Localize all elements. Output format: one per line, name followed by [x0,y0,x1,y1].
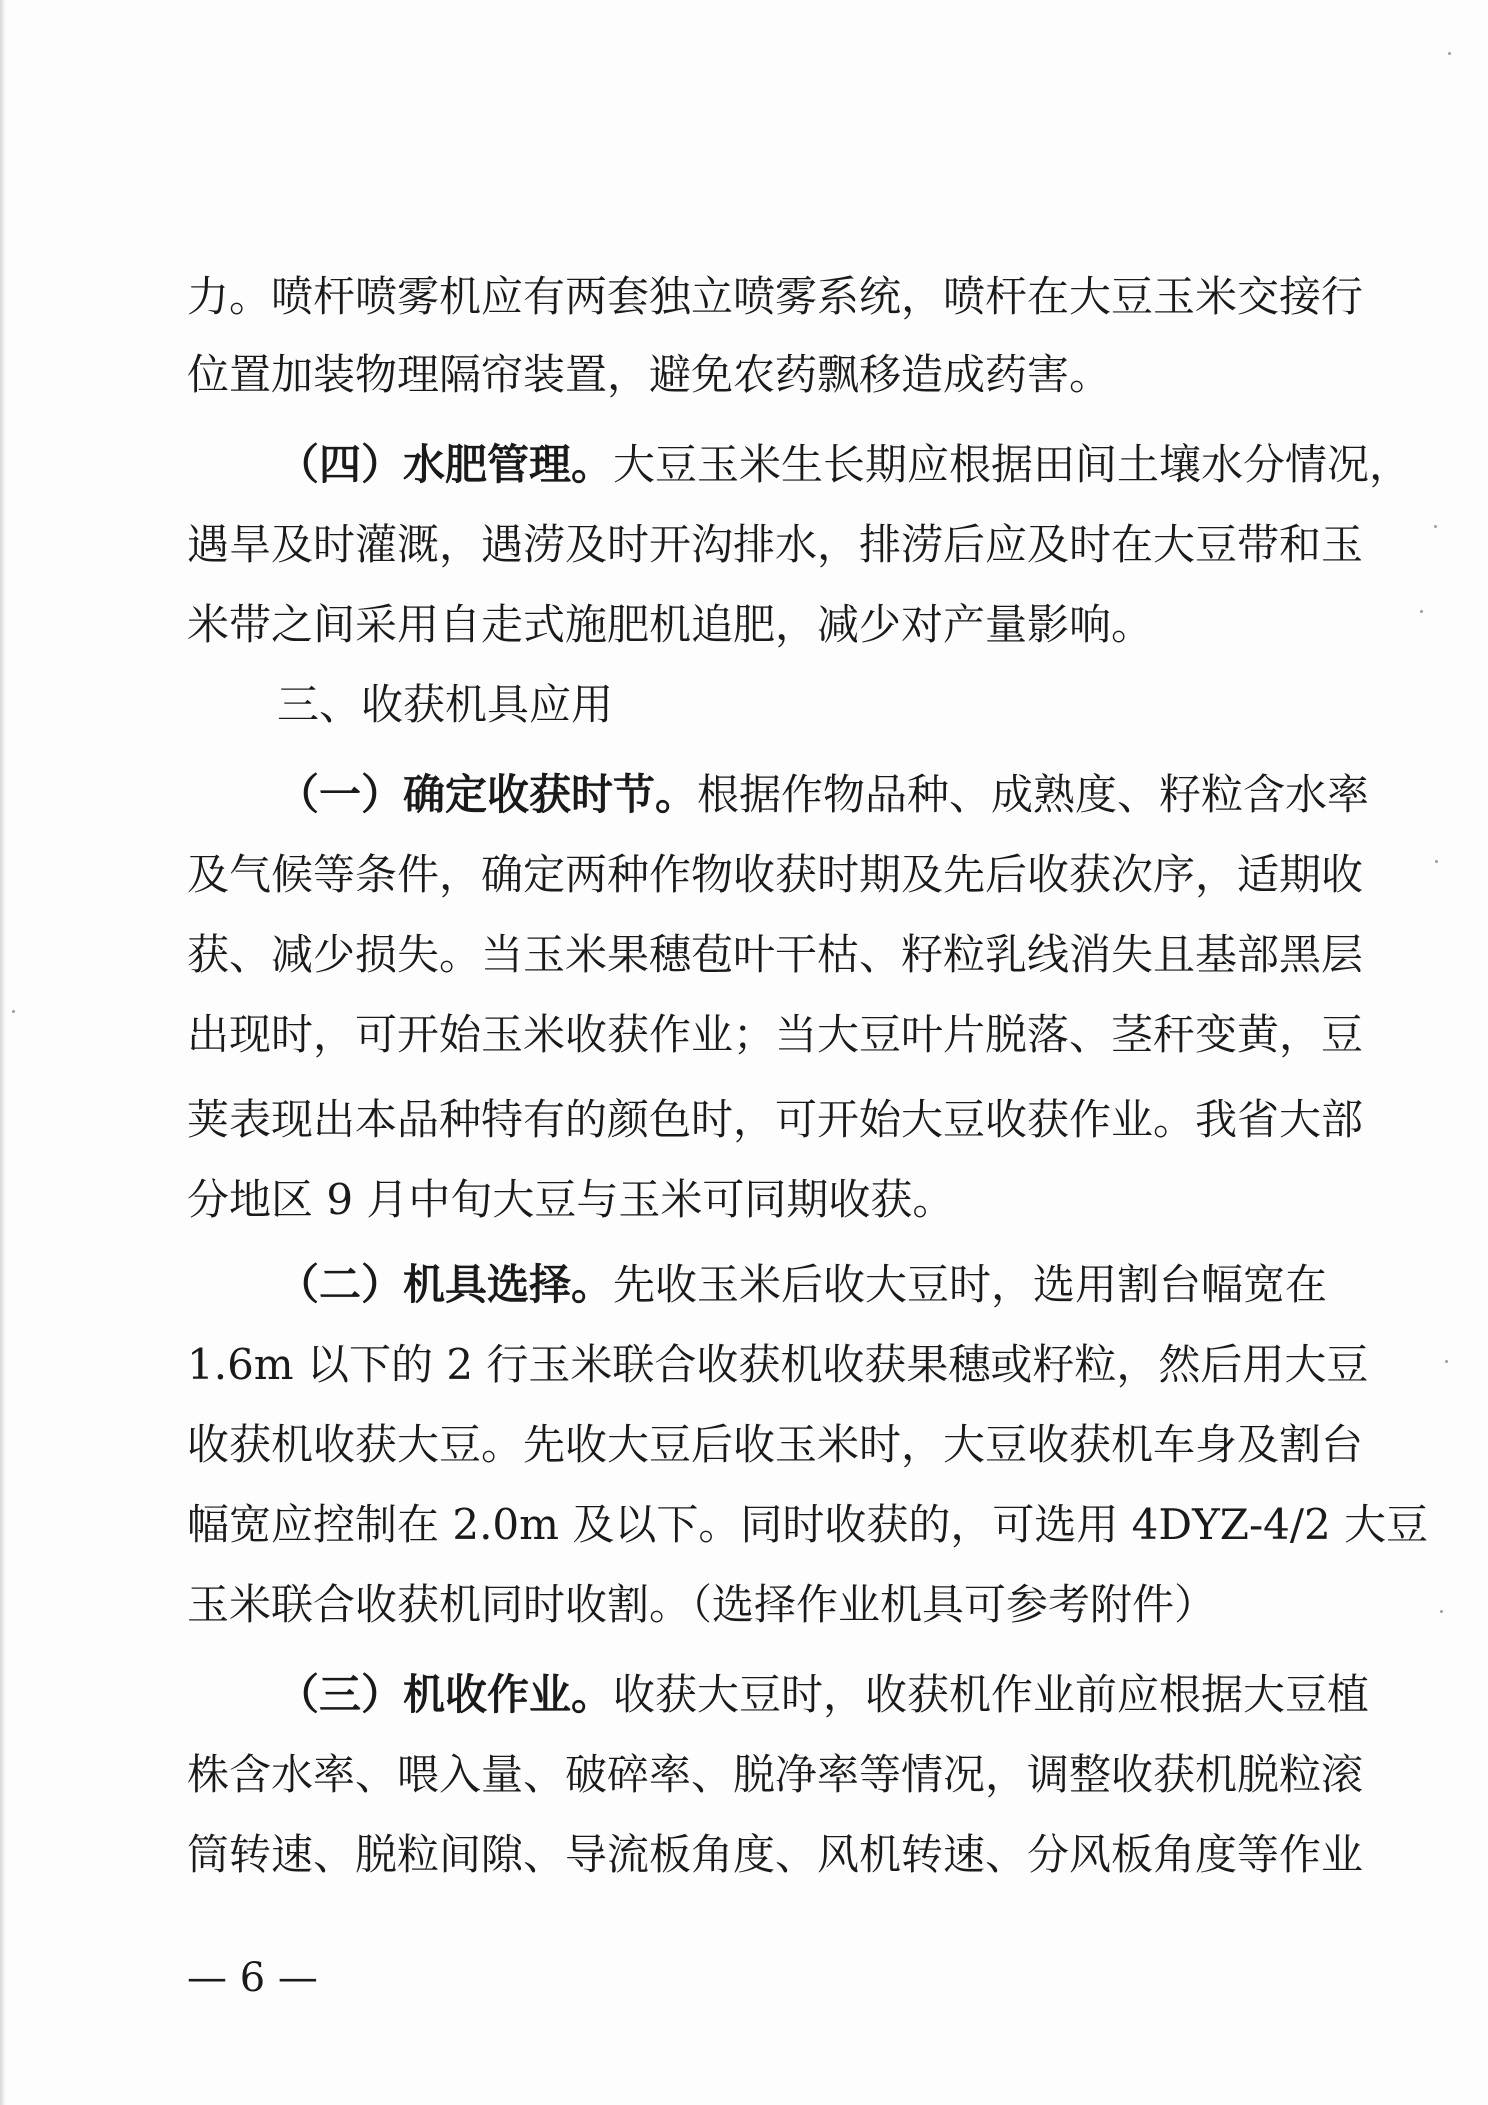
body-line [187,1165,1302,1235]
line-text: 米带之间采用自走式施肥机追肥，减少对产量影响。 [187,600,1154,649]
scan-speck [1435,860,1438,863]
body-line [187,262,1364,332]
line-text: 三、收获机具应用 [277,680,614,729]
body-line [187,840,1364,910]
section-heading: （三）机收作业。 [277,1670,614,1719]
body-line [187,1490,1429,1560]
line-text: 荚表现出本品种特有的颜色时，可开始大豆收获作业。我省大部 [187,1095,1364,1144]
line-text: 根据作物品种、成熟度、籽粒含水率 [697,770,1370,819]
section-heading: （一）确定收获时节。 [277,770,698,819]
paragraph-machine-harvest [277,1660,1370,1730]
body-line [187,1085,1364,1155]
scan-speck [1448,52,1451,55]
body-line [187,1410,1364,1480]
scan-speck [1434,525,1437,528]
line-text: 筒转速、脱粒间隙、导流板角度、风机转速、分风板角度等作业 [187,1830,1364,1879]
body-line [187,1000,1364,1070]
scan-speck [12,1010,15,1013]
paragraph-harvest-time [277,760,1370,830]
line-text: 位置加装物理隔帘装置，避免农药飘移造成药害。 [187,350,1112,399]
body-line [187,510,1364,580]
paragraph-water-fertilizer [277,430,1412,500]
line-text: 力。喷杆喷雾机应有两套独立喷雾系统，喷杆在大豆玉米交接行 [187,272,1364,321]
line-text: 分地区 9 月中旬大豆与玉米可同期收获。 [187,1175,955,1224]
body-line [187,1740,1364,1810]
chapter-heading [277,670,1302,740]
line-text: 获、减少损失。当玉米果穗苞叶干枯、籽粒乳线消失且基部黑层 [187,930,1364,979]
body-line [187,1570,1302,1640]
line-text: 1.6m 以下的 2 行玉米联合收获机收获果穗或籽粒，然后用大豆 [187,1340,1369,1389]
line-text: 及气候等条件，确定两种作物收获时期及先后收获次序，适期收 [187,850,1364,899]
body-line [187,340,1302,410]
line-text: 先收玉米后收大豆时，选用割台幅宽在 [613,1260,1328,1309]
scan-edge-shadow [0,0,6,2105]
body-line [187,590,1302,660]
scan-speck [1420,610,1423,613]
line-text: 遇旱及时灌溉，遇涝及时开沟排水，排涝后应及时在大豆带和玉 [187,520,1364,569]
paragraph-machine-selection [277,1250,1328,1320]
line-text: 大豆玉米生长期应根据田间土壤水分情况， [613,440,1412,489]
scan-speck [1440,1610,1443,1613]
page-number: — 6 — [187,1955,318,2001]
scan-speck [1445,1360,1448,1363]
line-text: 幅宽应控制在 2.0m 及以下。同时收获的，可选用 4DYZ-4/2 大豆 [187,1500,1429,1549]
line-text: 收获大豆时，收获机作业前应根据大豆植 [613,1670,1370,1719]
line-text: 收获机收获大豆。先收大豆后收玉米时，大豆收获机车身及割台 [187,1420,1364,1469]
body-line [187,1820,1364,1890]
section-heading: （四）水肥管理。 [277,440,614,489]
body-line [187,1330,1369,1400]
section-heading: （二）机具选择。 [277,1260,614,1309]
line-text: 玉米联合收获机同时收割。（选择作业机具可参考附件） [187,1580,1217,1629]
body-line [187,920,1364,990]
line-text: 出现时，可开始玉米收获作业；当大豆叶片脱落、茎秆变黄，豆 [187,1010,1364,1059]
line-text: 株含水率、喂入量、破碎率、脱净率等情况，调整收获机脱粒滚 [187,1750,1364,1799]
